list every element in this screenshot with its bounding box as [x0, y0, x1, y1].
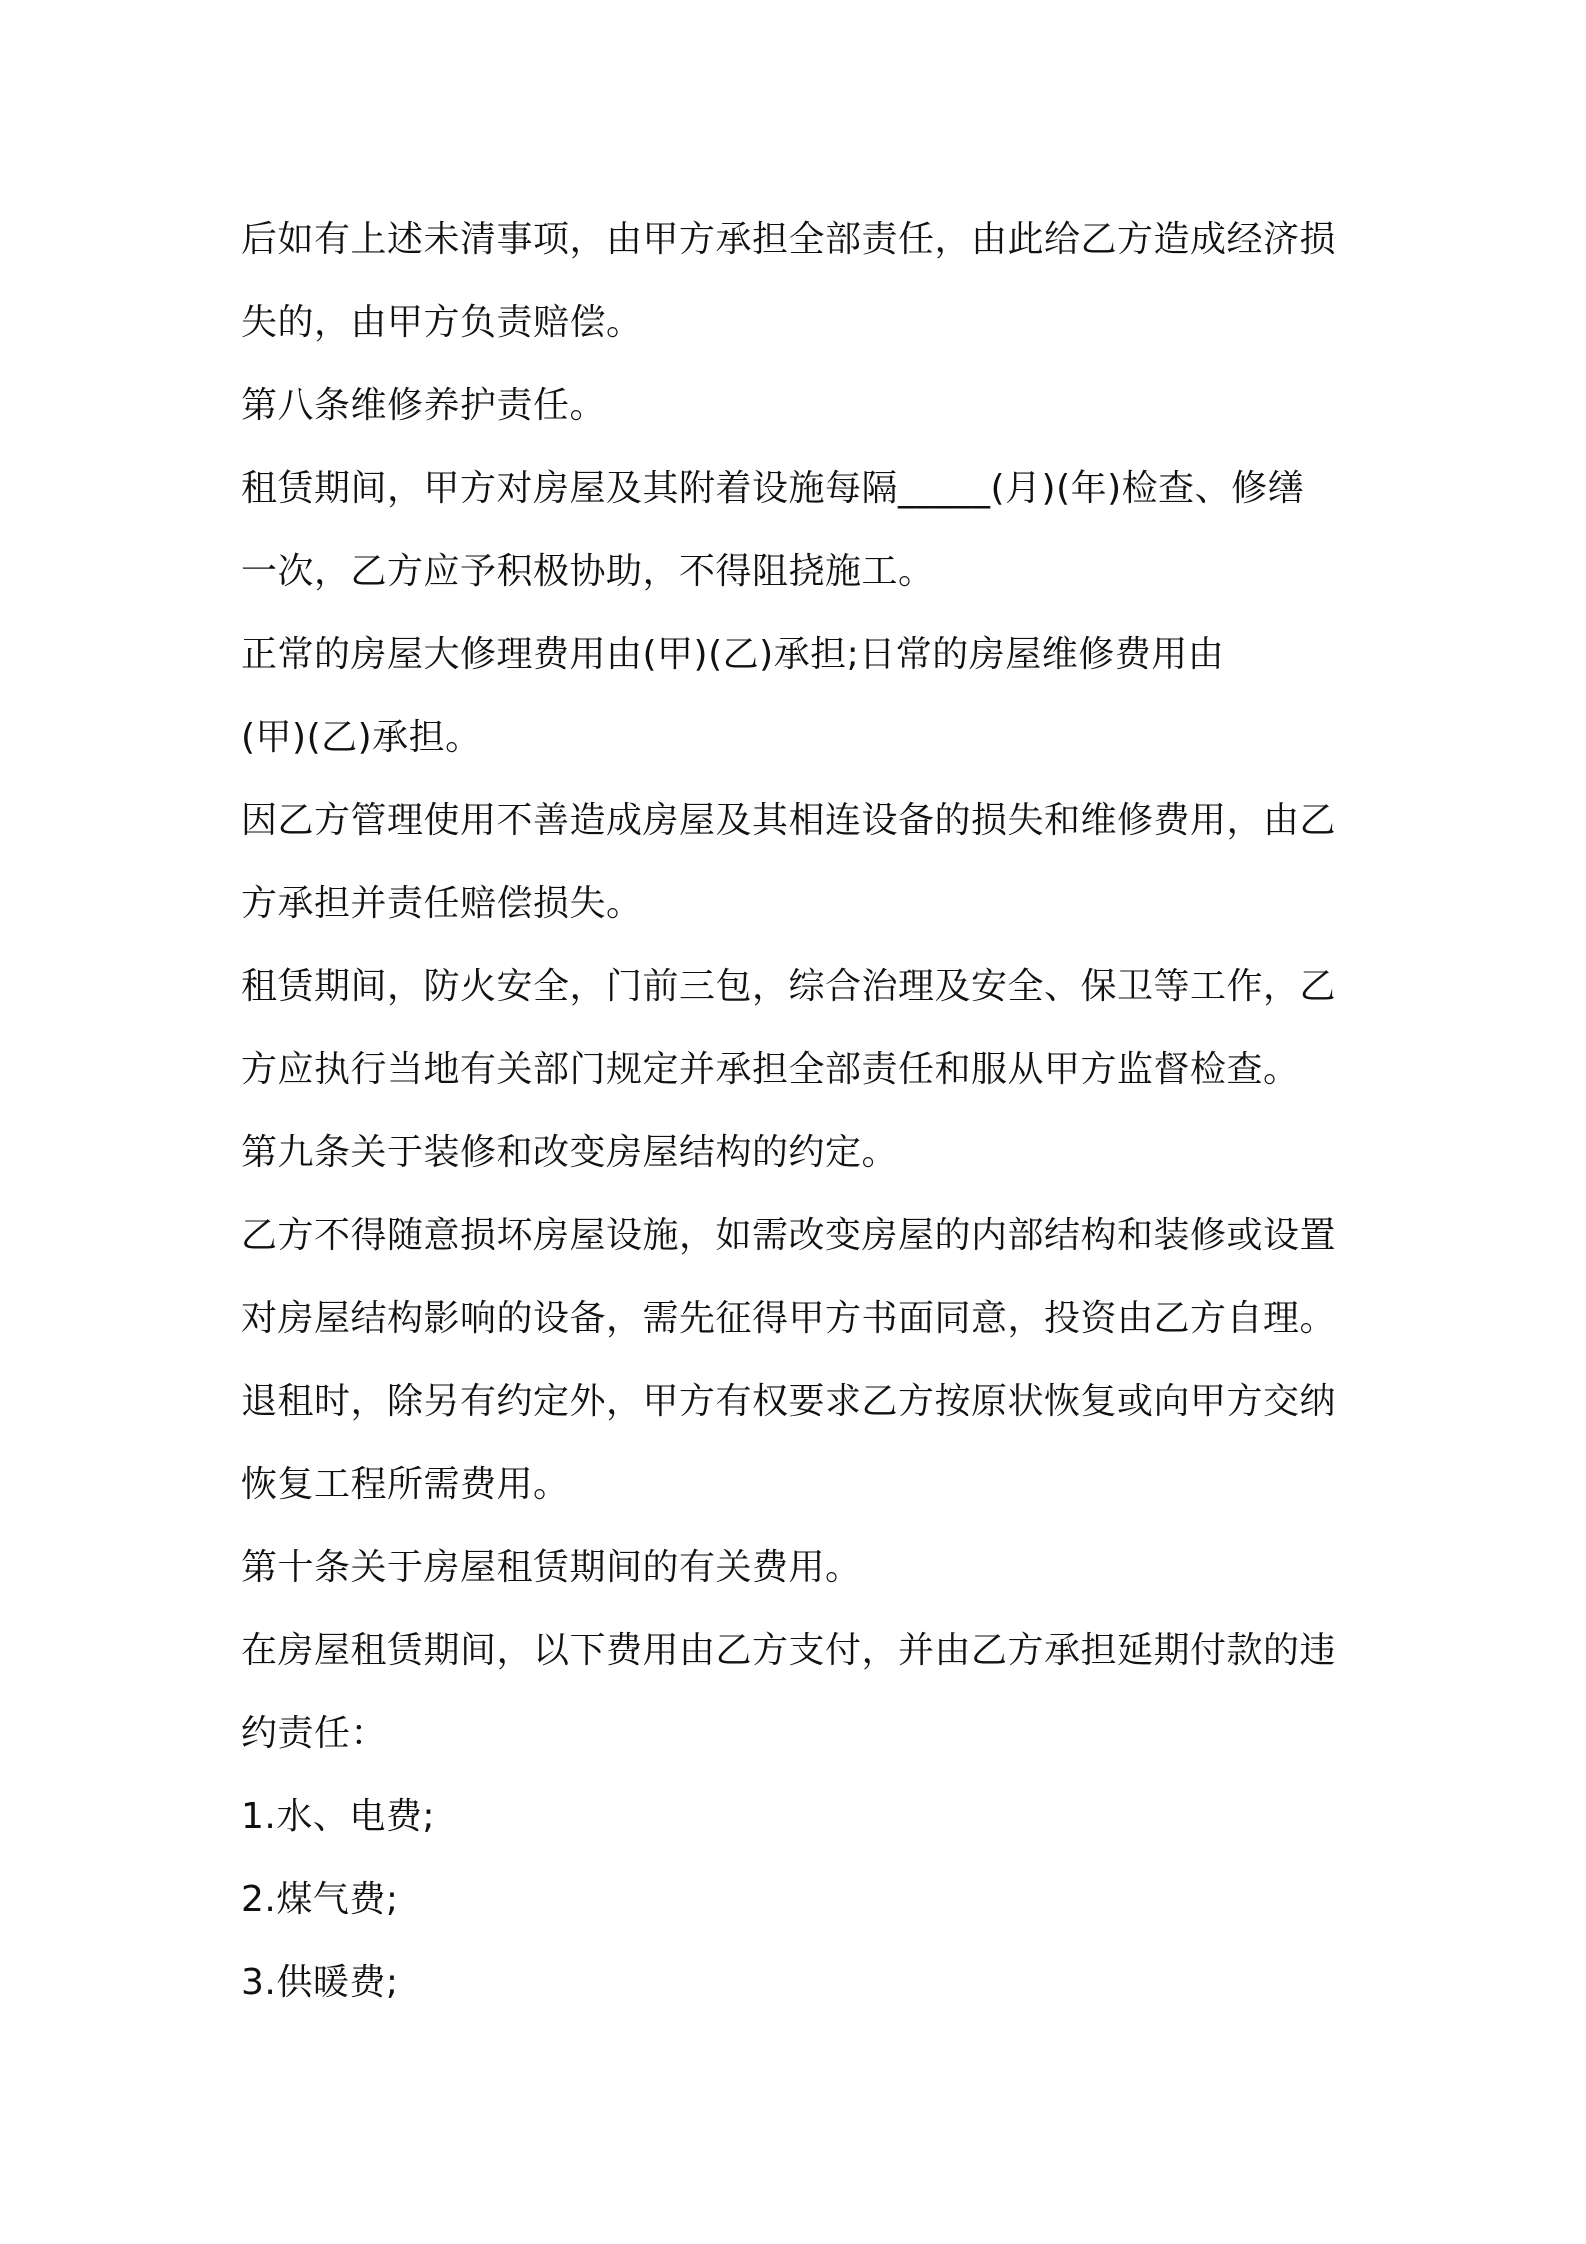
- text-line: 约责任：: [241, 1713, 388, 1754]
- text-line: 乙方不得随意损坏房屋设施，如需改变房屋的内部结构和装修或设置: [241, 1215, 1337, 1256]
- section-heading: 第九条关于装修和改变房屋结构的约定。: [241, 1132, 899, 1173]
- text-line: 在房屋租赁期间，以下费用由乙方支付，并由乙方承担延期付款的违: [241, 1630, 1337, 1671]
- section-heading: 第八条维修养护责任。: [241, 385, 607, 426]
- text-line: 正常的房屋大修理费用由(甲)(乙)承担;日常的房屋维修费用由: [241, 634, 1225, 675]
- text-line: 后如有上述未清事项，由甲方承担全部责任，由此给乙方造成经济损: [241, 219, 1337, 260]
- text-line: 方应执行当地有关部门规定并承担全部责任和服从甲方监督检查。: [241, 1049, 1300, 1090]
- text-line: 退租时，除另有约定外，甲方有权要求乙方按原状恢复或向甲方交纳: [241, 1381, 1337, 1422]
- text-line: 租赁期间，防火安全，门前三包，综合治理及安全、保卫等工作，乙: [241, 966, 1337, 1007]
- text-line: 方承担并责任赔偿损失。: [241, 883, 643, 924]
- text-line: 因乙方管理使用不善造成房屋及其相连设备的损失和维修费用，由乙: [241, 800, 1337, 841]
- text-line: 租赁期间，甲方对房屋及其附着设施每隔_____(月)(年)检查、修缮: [241, 468, 1305, 509]
- text-line: (甲)(乙)承担。: [241, 717, 482, 758]
- text-line: 对房屋结构影响的设备，需先征得甲方书面同意，投资由乙方自理。: [241, 1298, 1337, 1339]
- text-line: 一次，乙方应予积极协助，不得阻挠施工。: [241, 551, 935, 592]
- text-line: 恢复工程所需费用。: [241, 1464, 570, 1505]
- section-heading: 第十条关于房屋租赁期间的有关费用。: [241, 1547, 862, 1588]
- list-item: 3.供暖费;: [241, 1962, 399, 2003]
- text-line: 失的，由甲方负责赔偿。: [241, 302, 643, 343]
- list-item: 2.煤气费;: [241, 1879, 399, 1920]
- list-item: 1.水、电费;: [241, 1796, 435, 1837]
- document-body: [241, 198, 1361, 2024]
